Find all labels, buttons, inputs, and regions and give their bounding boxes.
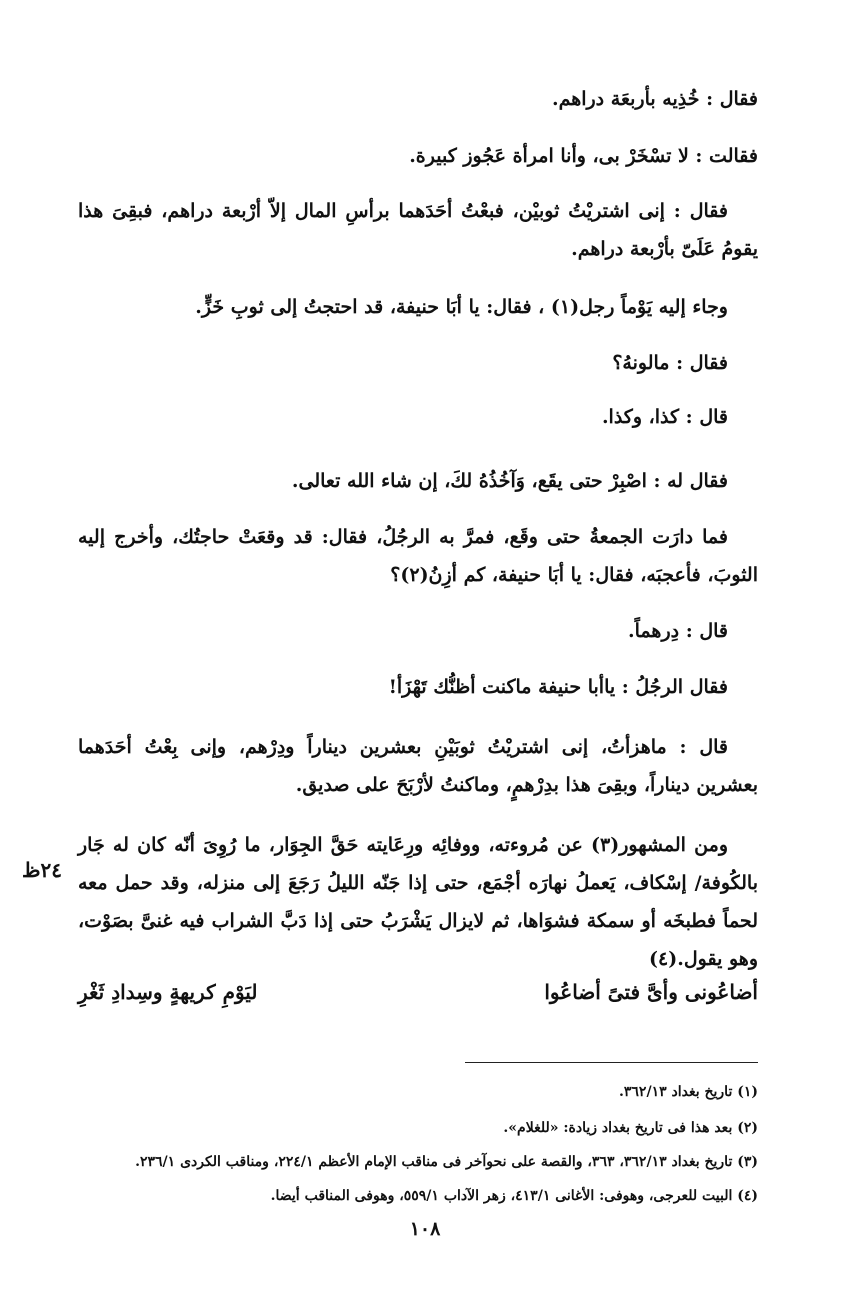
footnote-separator xyxy=(465,1062,758,1063)
paragraph-5: فقال : مالونهُ؟ xyxy=(612,352,728,374)
paragraph-1: فقال : خُذِيه بأربعَة دراهم. xyxy=(551,88,758,110)
paragraph-3: فقال : إنى اشتريْتُ ثوبيْن، فبعْتُ أحَدَهما برأسِ المال إلاّ أرْبعة دراهم، فبقِىَ هذا يقومُ عَلَىّ بأرْبعة دراهم. xyxy=(78,200,758,260)
paragraph-2: فقالت : لا تسْخَرْ بى، وأنا امرأة عَجُوز كبيرة. xyxy=(409,145,758,167)
marginal-folio-note: ٢٤ظ xyxy=(22,858,62,882)
paragraph-9: قال : دِرهماً. xyxy=(628,620,728,642)
paragraph-11: قال : ماهزأتُ، إنى اشتريْتُ ثوبَيْنِ بعشرين ديناراً ودِرْهم، وإنى بِعْتُ أحَدَهما بعشرين ديناراً، وبقِىَ هذا بدِرْهمٍ، وماكنتُ لأرْبَحَ على صديق. xyxy=(78,736,758,796)
footnote-1: (١) تاريخ بغداد ٣٦٢/١٣. xyxy=(619,1084,758,1100)
page-number: ١٠٨ xyxy=(409,1218,441,1240)
paragraph-7: فقال له : اصْبِرْ حتى يقَع، وَآخُذُهُ لكَ، إن شاء الله تعالى. xyxy=(291,470,728,492)
footnote-4: (٤) البيت للعرجى، وهوفى: الأغانى ٤١٣/١، زهر الآداب ٥٥٩/١، وهوفى المناقب أيضا. xyxy=(270,1188,758,1204)
poem-verse xyxy=(78,980,758,1004)
paragraph-4: وجاء إليه يَوْماً رجل(١) ، فقال: يا أبَا حنيفة، قد احتجتُ إلى ثوبِ خَزٍّ. xyxy=(195,296,728,318)
verse-first-hemistich: أضاعُونى وأىَّ فتىً أضاعُوا xyxy=(544,980,758,1004)
footnote-3: (٣) تاريخ بغداد ٣٦٢/١٣، ٣٦٣، والقصة على نحوآخر فى مناقب الإمام الأعظم ٢٢٤/١، ومناقب الكردى ٢٣٦/١. xyxy=(135,1154,758,1170)
paragraph-10: فقال الرجُلُ : ياأبا حنيفة ماكنت أظنُّك تَهْزَأ! xyxy=(388,676,728,698)
verse-second-hemistich: ليَوْمِ كريهةٍ وسِدادِ ثَغْرِ xyxy=(78,980,258,1004)
paragraph-8: فما دارَت الجمعةُ حتى وقَع، فمرَّ به الرجُلُ، فقال: قد وقعَتْ حاجتُك، وأخرج إليه الثوبَ، فأعجبَه، فقال: يا أبَا حنيفة، كم أزِنُ(٢)؟ xyxy=(78,526,758,586)
paragraph-12: ومن المشهور(٣) عن مُروءته، ووفائِه ورِعَايته حَقَّ الجِوَار، ما رُوِىَ أنّه كان له جَار بالكُوفة/ إسْكاف، يَعملُ نهارَه أجْمَع، حتى إذا جَنّه الليلُ رَجَعَ إلى منزله، وقد حمل معه لحماً فطبخَه أو سمكة فشوَاها، ثم لايزال يَشْرَبُ حتى إذا دَبَّ الشراب فيه غنىَّ بصَوْت، وهو يقول.(٤) xyxy=(78,834,759,970)
footnote-2: (٢) بعد هذا فى تاريخ بغداد زيادة: «للغلام». xyxy=(503,1120,758,1136)
paragraph-6: قال : كذا، وكذا. xyxy=(601,406,728,428)
